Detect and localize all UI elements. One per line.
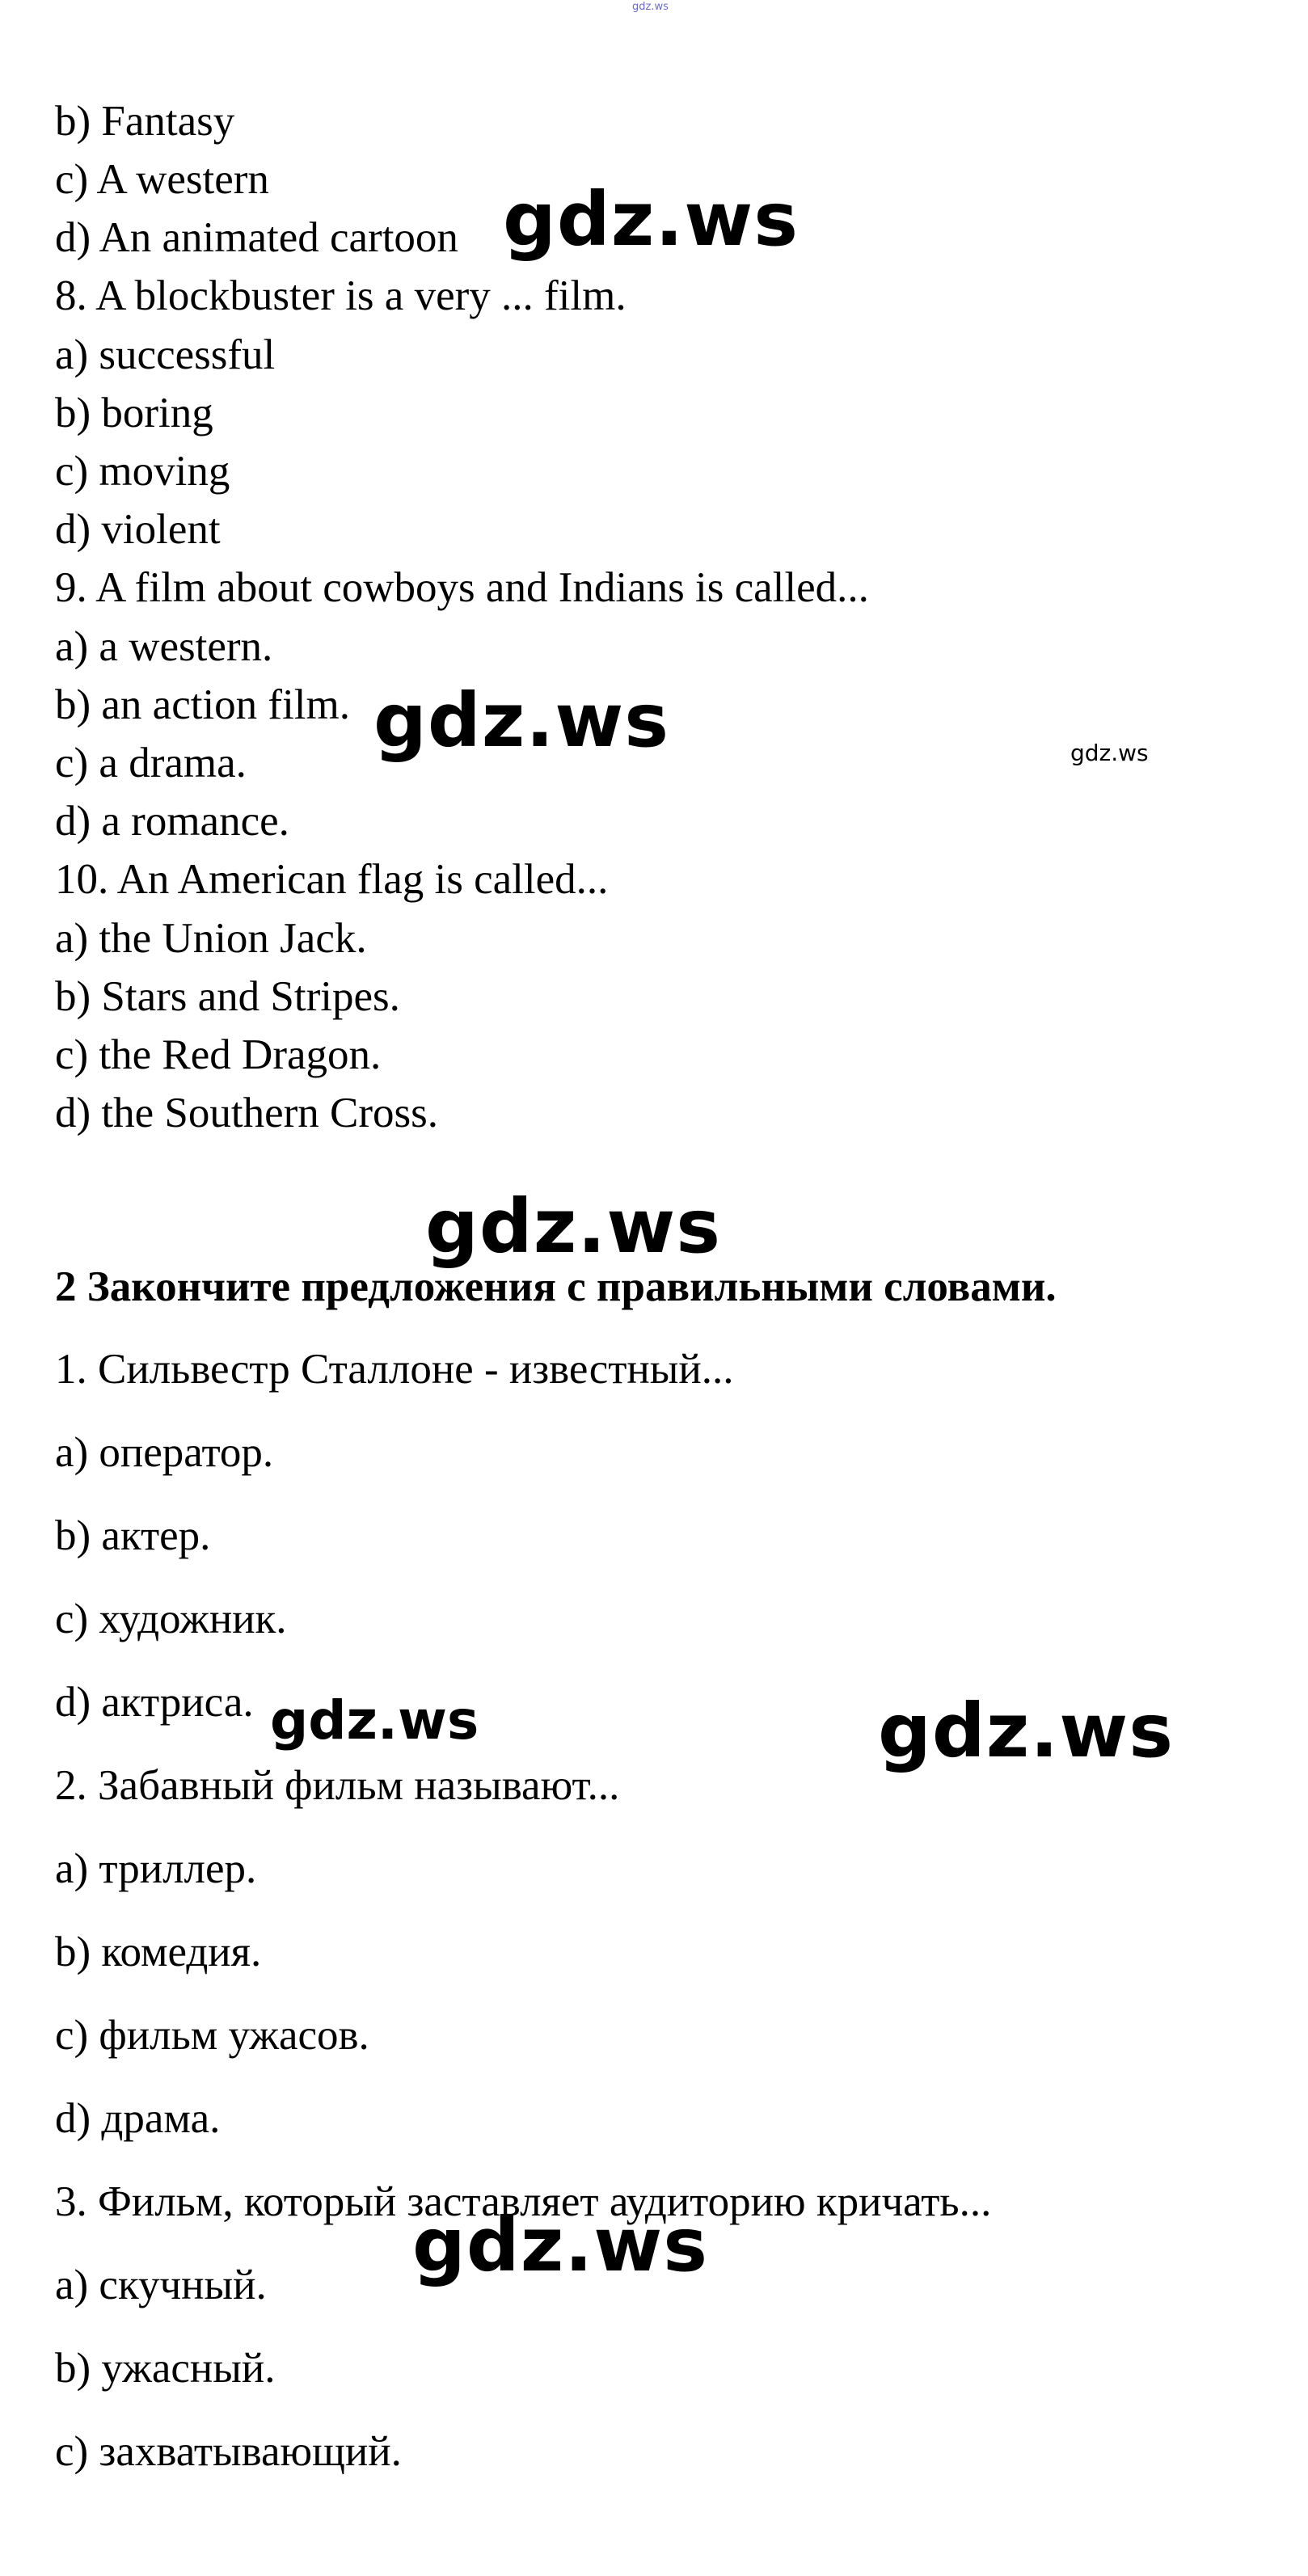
watermark-large: gdz.ws: [425, 1183, 721, 1270]
option-line: d) драма.: [55, 2095, 221, 2142]
watermark-medium: gdz.ws: [270, 1689, 479, 1752]
option-line: b) an action film.: [55, 681, 350, 728]
question-line: 2. Забавный фильм называют...: [55, 1762, 620, 1809]
option-line: b) ужасный.: [55, 2345, 276, 2392]
option-line: a) the Union Jack.: [55, 915, 367, 962]
question-line: 8. A blockbuster is a very ... film.: [55, 272, 627, 319]
option-line: b) Stars and Stripes.: [55, 973, 400, 1020]
watermark-large: gdz.ws: [503, 176, 799, 263]
option-line: a) a western.: [55, 623, 273, 670]
question-line: 10. An American flag is called...: [55, 856, 609, 903]
option-line: c) a drama.: [55, 740, 247, 786]
watermark-large: gdz.ws: [878, 1688, 1174, 1774]
watermark-large: gdz.ws: [373, 677, 669, 764]
option-line: d) актриса.: [55, 1679, 254, 1726]
question-line: 3. Фильм, который заставляет аудиторию кричать...: [55, 2178, 992, 2225]
option-line: c) A western: [55, 156, 269, 203]
option-line: b) Fantasy: [55, 98, 235, 145]
option-line: c) фильм ужасов.: [55, 2012, 369, 2059]
option-line: a) триллер.: [55, 1845, 257, 1892]
question-line: 9. A film about cowboys and Indians is called...: [55, 564, 869, 611]
option-line: a) оператор.: [55, 1429, 274, 1476]
question-line: 1. Сильвестр Сталлоне - известный...: [55, 1346, 734, 1393]
option-line: d) a romance.: [55, 798, 289, 845]
option-line: d) An animated cartoon: [55, 214, 458, 261]
option-line: b) boring: [55, 390, 213, 436]
watermark-tiny: gdz.ws: [632, 1, 669, 13]
option-line: c) захватывающий.: [55, 2428, 402, 2475]
option-line: c) художник.: [55, 1596, 287, 1642]
option-line: b) комедия.: [55, 1929, 262, 1975]
option-line: d) violent: [55, 506, 221, 553]
watermark-small: gdz.ws: [1070, 740, 1149, 766]
option-line: c) moving: [55, 448, 230, 495]
option-line: a) скучный.: [55, 2262, 267, 2308]
option-line: a) successful: [55, 331, 276, 378]
section-heading: 2 Закончите предложения с правильными словами.: [55, 1263, 1057, 1310]
watermark-large: gdz.ws: [412, 2202, 708, 2288]
option-line: b) актер.: [55, 1512, 211, 1559]
option-line: d) the Southern Cross.: [55, 1090, 439, 1136]
option-line: c) the Red Dragon.: [55, 1031, 382, 1078]
